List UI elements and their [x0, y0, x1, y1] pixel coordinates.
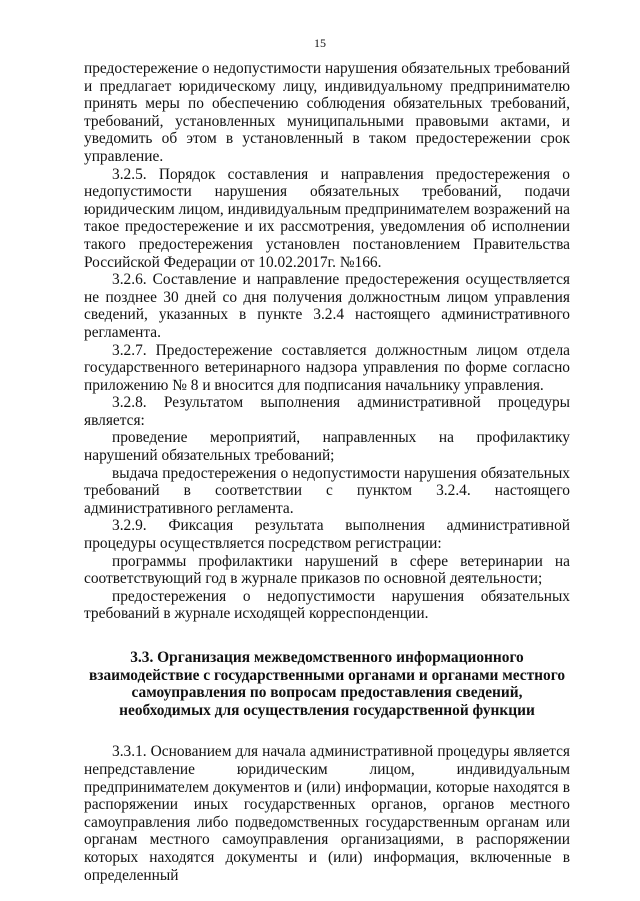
paragraph-3-2-9: 3.2.9. Фиксация результата выполнения административной процедуры осуществляется посредством регистрации:: [84, 517, 570, 553]
paragraph-result-item-2: выдача предостережения о недопустимости нарушения обязательных требований в соответствии с пунктом 3.2.4. настоящего административного регламента.: [84, 464, 570, 517]
paragraph-registration-item-1: программы профилактики нарушений в сфере ветеринарии на соответствующий год в журнале приказов по основной деятельности;: [84, 552, 570, 588]
document-body: [84, 60, 570, 884]
paragraph-continuation: предостережение о недопустимости нарушения обязательных требований и предлагает юридическому лицу, индивидуальному предпринимателю принять меры по обеспечению соблюдения обязательных требований, требований, установленных муниципальными правовыми актами, и уведомить об этом в установленный в таком предостережении срок управление.: [84, 60, 570, 165]
paragraph-3-2-6: 3.2.6. Составление и направление предостережения осуществляется не позднее 30 дней со дня получения должностным лицом управления сведений, указанных в пункте 3.2.4 настоящего административного регламента.: [84, 271, 570, 341]
paragraph-3-2-5: 3.2.5. Порядок составления и направления предостережения о недопустимости нарушения обязательных требований, подачи юридическим лицом, индивидуальным предпринимателем возражений на такое предостережение и их рассмотрения, уведомления об исполнении такого предостережения установлен постановлением Правительства Российской Федерации от 10.02.2017г. №166.: [84, 165, 570, 271]
paragraph-result-item-1: проведение мероприятий, направленных на профилактику нарушений обязательных требований;: [84, 429, 570, 465]
paragraph-registration-item-2: предостережения о недопустимости нарушения обязательных требований в журнале исходящей корреспонденции.: [84, 587, 570, 623]
paragraph-3-2-7: 3.2.7. Предостережение составляется должностным лицом отдела государственного ветеринарного надзора управления по форме согласно приложению № 8 и вносится для подписания начальнику управления.: [84, 341, 570, 394]
paragraph-3-2-8: 3.2.8. Результатом выполнения административной процедуры является:: [84, 394, 570, 429]
page-number: 15: [314, 36, 326, 50]
section-heading-3-3: 3.3. Организация межведомственного информационного взаимодействие с государственными органами и органами местного самоуправления по вопросам предоставления сведений, необходимых для осуществления государственной функции: [88, 649, 566, 719]
paragraph-3-3-1: 3.3.1. Основанием для начала административной процедуры является непредставление юридическим лицом, индивидуальным предпринимателем документов и (или) информации, которые находятся в распоряжении иных государственных органов, органов местного самоуправления либо подведомственных государственным органам или органам местного самоуправления организациями, в распоряжении которых находятся документы и (или) информация, включенные в определенный: [84, 743, 570, 884]
